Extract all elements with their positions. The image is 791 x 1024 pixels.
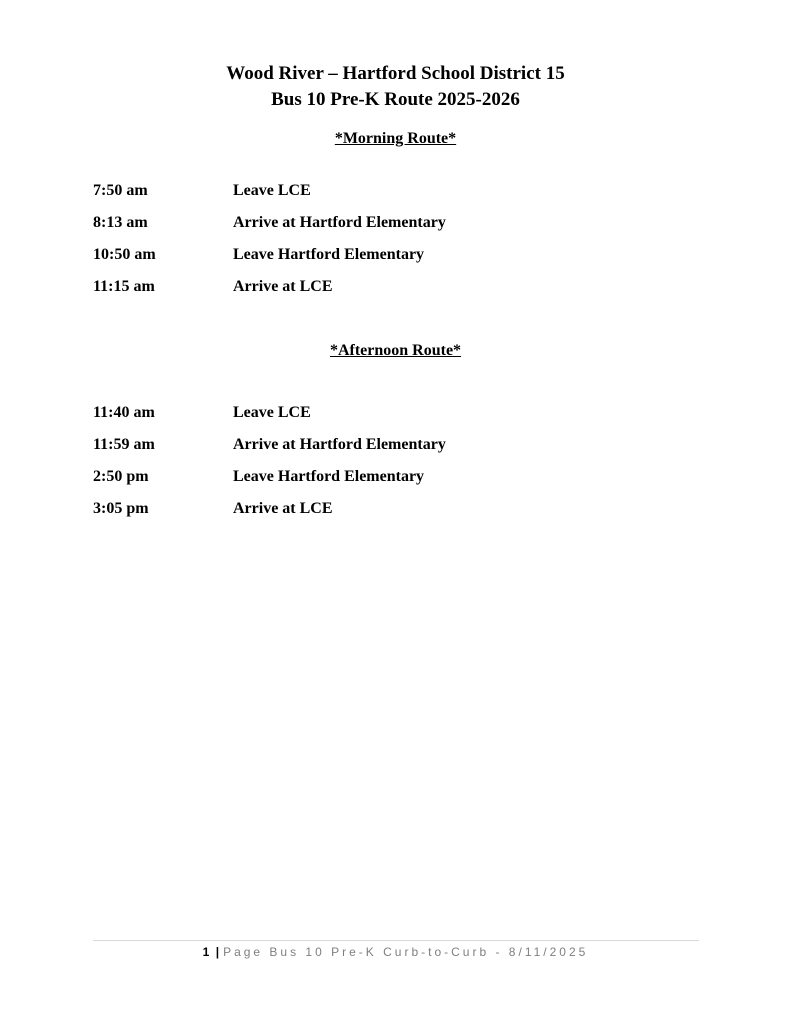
stop-time: 2:50 pm: [93, 468, 149, 485]
stop-time: 7:50 am: [93, 182, 148, 199]
schedule-row: [93, 435, 693, 467]
stop-time: 8:13 am: [93, 214, 148, 231]
stop-time: 11:40 am: [93, 404, 155, 421]
stop-time: 11:59 am: [93, 436, 155, 453]
schedule-row: [93, 277, 693, 309]
stop-description: Arrive at LCE: [233, 500, 333, 517]
afternoon-route-schedule: [93, 403, 693, 531]
stop-description: Leave LCE: [233, 404, 311, 421]
stop-time: 3:05 pm: [93, 500, 149, 517]
footer-text: Page Bus 10 Pre-K Curb-to-Curb - 8/11/2025: [223, 945, 589, 959]
morning-route-schedule: [93, 181, 693, 309]
schedule-row: [93, 403, 693, 435]
schedule-row: [93, 467, 693, 499]
stop-description: Arrive at Hartford Elementary: [233, 436, 446, 453]
stop-time: 11:15 am: [93, 278, 155, 295]
stop-description: Leave LCE: [233, 182, 311, 199]
document-title-line-2: Bus 10 Pre-K Route 2025-2026: [271, 89, 520, 110]
schedule-row: [93, 499, 693, 531]
schedule-row: [93, 245, 693, 277]
footer-divider: [93, 940, 699, 941]
morning-route-heading-text: *Morning Route*: [334, 130, 457, 147]
stop-description: Arrive at Hartford Elementary: [233, 214, 446, 231]
stop-description: Leave Hartford Elementary: [233, 246, 425, 263]
document-title-line-1: Wood River – Hartford School District 15: [226, 63, 565, 84]
morning-route-heading: [0, 129, 791, 149]
schedule-row: [93, 181, 693, 213]
afternoon-route-heading-text: *Afternoon Route*: [329, 342, 462, 359]
footer-page-number: 1: [202, 945, 210, 959]
afternoon-route-heading: [0, 341, 791, 361]
schedule-row: [93, 213, 693, 245]
page-footer: [0, 944, 791, 960]
stop-description: Arrive at LCE: [233, 278, 333, 295]
footer-separator: |: [215, 945, 220, 959]
stop-description: Leave Hartford Elementary: [233, 468, 425, 485]
stop-time: 10:50 am: [93, 246, 156, 263]
